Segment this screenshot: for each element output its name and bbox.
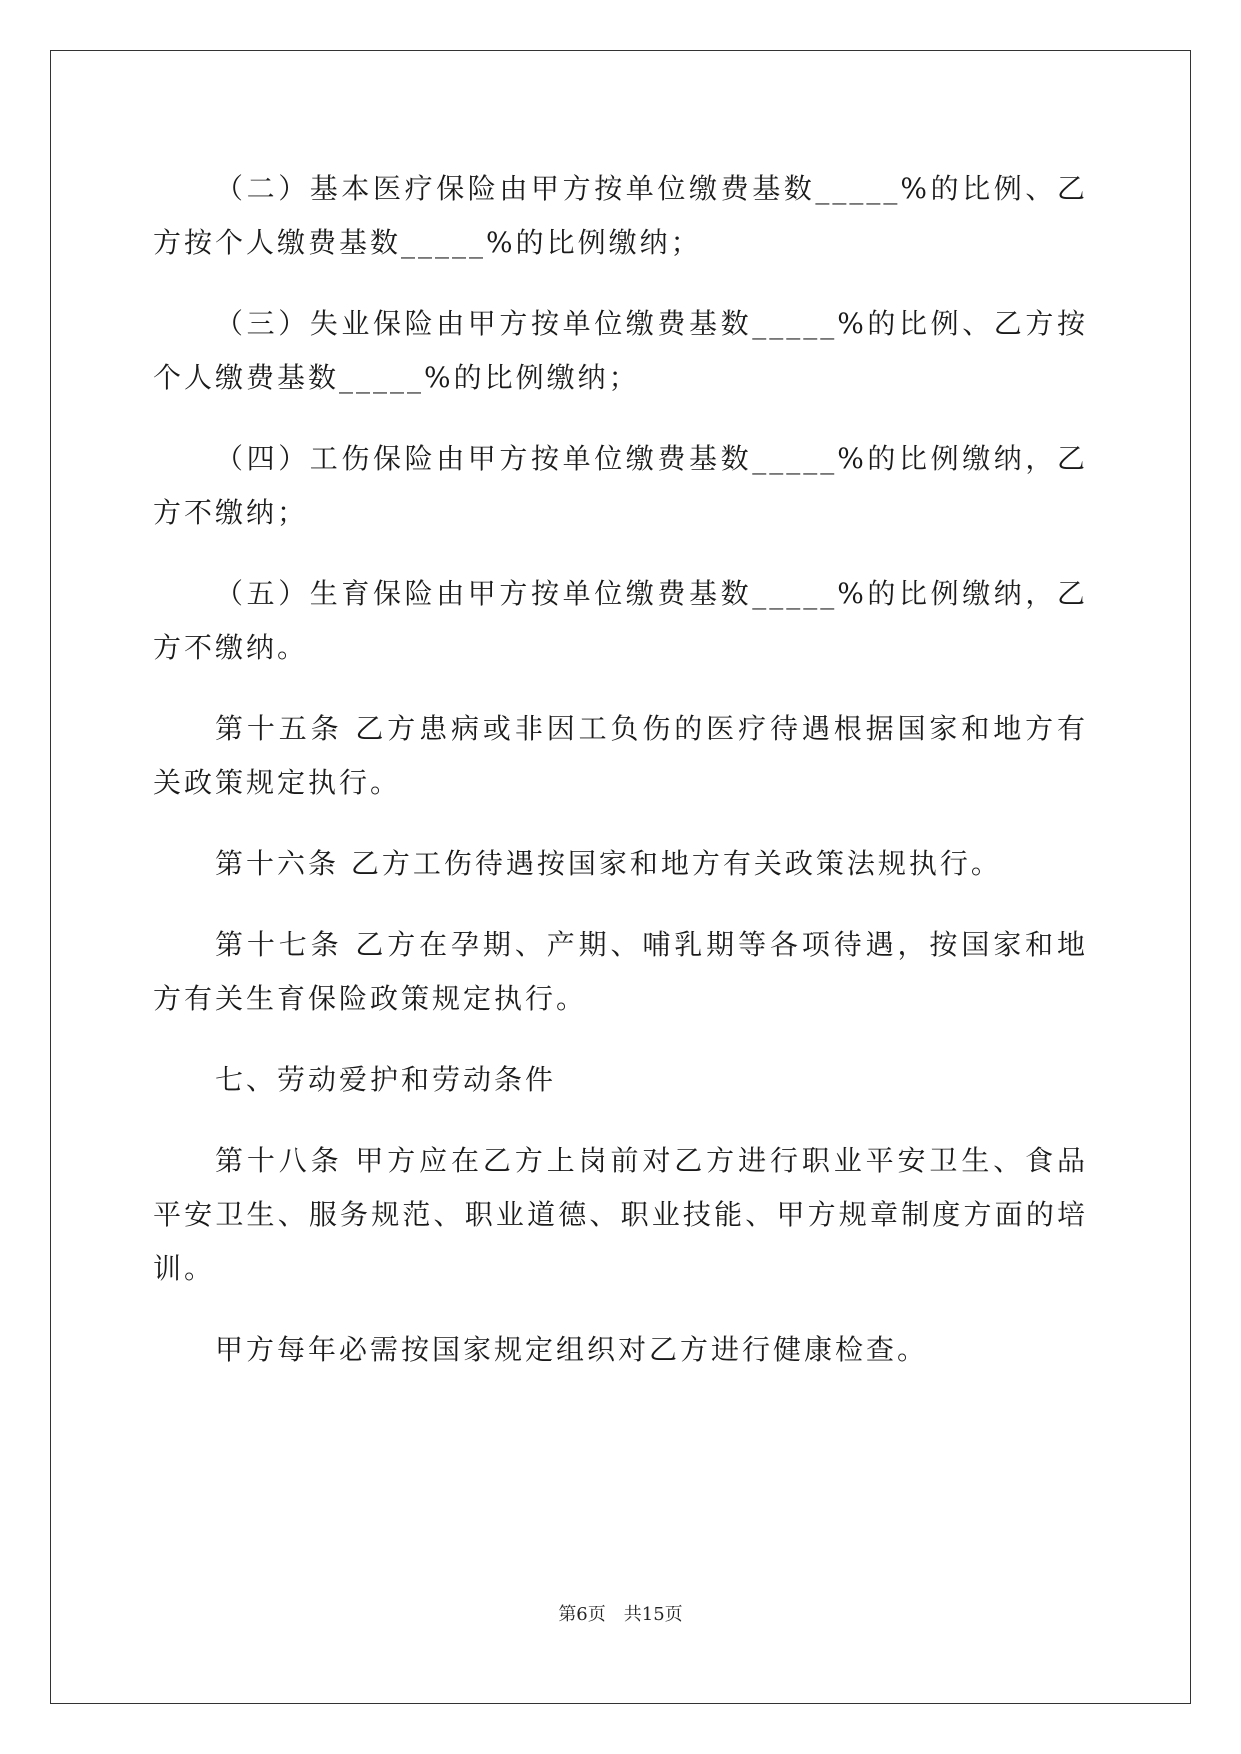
paragraph-work-injury-insurance: （四）工伤保险由甲方按单位缴费基数_____%的比例缴纳，乙方不缴纳； <box>153 442 1088 529</box>
paragraph-medical-insurance: （二）基本医疗保险由甲方按单位缴费基数_____%的比例、乙方按个人缴费基数_____%的比例缴纳； <box>153 172 1088 259</box>
section-heading-7: 七、劳动爱护和劳动条件 <box>215 1063 557 1096</box>
paragraph-maternity-insurance: （五）生育保险由甲方按单位缴费基数_____%的比例缴纳，乙方不缴纳。 <box>153 577 1088 664</box>
document-body <box>153 162 1088 1404</box>
paragraph-article-15: 第十五条 乙方患病或非因工负伤的医疗待遇根据国家和地方有关政策规定执行。 <box>153 712 1088 799</box>
page-total: 共15页 <box>623 1604 683 1625</box>
paragraph-health-check: 甲方每年必需按国家规定组织对乙方进行健康检查。 <box>215 1333 929 1366</box>
paragraph-article-17: 第十七条 乙方在孕期、产期、哺乳期等各项待遇，按国家和地方有关生育保险政策规定执行。 <box>153 928 1088 1015</box>
page-number: 第6页 <box>558 1604 606 1625</box>
paragraph-article-18: 第十八条 甲方应在乙方上岗前对乙方进行职业平安卫生、食品平安卫生、服务规范、职业道德、职业技能、甲方规章制度方面的培训。 <box>153 1144 1088 1285</box>
paragraph-article-16: 第十六条 乙方工伤待遇按国家和地方有关政策法规执行。 <box>215 847 1002 880</box>
paragraph-unemployment-insurance: （三）失业保险由甲方按单位缴费基数_____%的比例、乙方按个人缴费基数_____%的比例缴纳； <box>153 307 1088 394</box>
page-footer <box>0 1600 1241 1626</box>
